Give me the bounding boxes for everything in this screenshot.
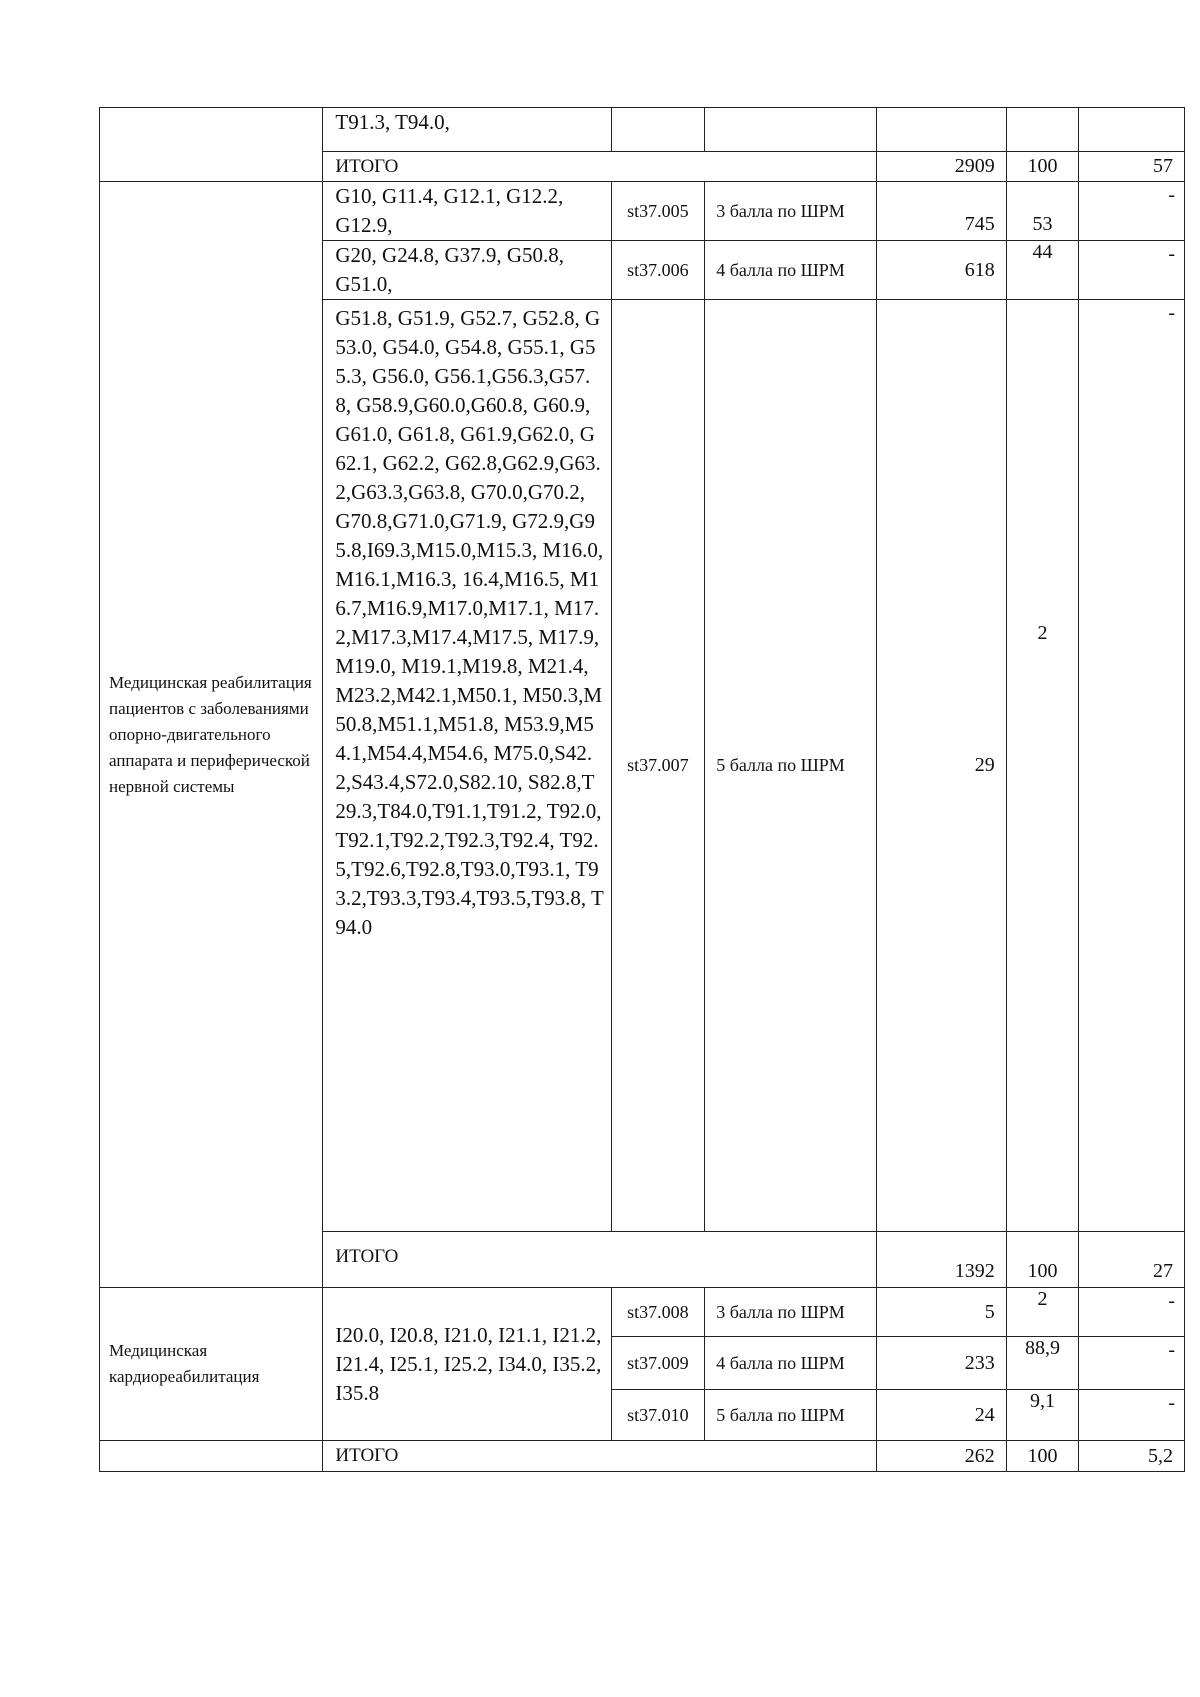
total-share: 57 [1079,152,1185,182]
share-value: - [1079,241,1185,300]
rehabilitation-table [99,107,1185,1472]
profile-name-cell [100,108,323,182]
cases-count: 24 [876,1390,1006,1441]
share-value: - [1079,1390,1185,1441]
share-value: - [1079,300,1185,1232]
table-row [100,108,1185,152]
percent-value: 88,9 [1006,1337,1079,1390]
diagnosis-codes-cell: T91.3, T94.0, [323,108,611,152]
cg-code: st37.009 [611,1337,705,1390]
cg-description: 5 балла по ШРМ [705,300,877,1232]
cg-description: 3 балла по ШРМ [705,182,877,241]
cg-code: st37.006 [611,241,705,300]
percent-value: 53 [1006,182,1079,241]
total-share: 27 [1079,1232,1185,1288]
total-label: ИТОГО [323,1441,876,1472]
percent-value: 2 [1006,300,1079,1232]
cases-count: 745 [876,182,1006,241]
share-value: - [1079,1337,1185,1390]
total-percent: 100 [1006,152,1079,182]
total-row [100,1441,1185,1472]
diagnosis-codes-cell: I20.0, I20.8, I21.0, I21.1, I21.2, I21.4, I25.1, I25.2, I34.0, I35.2, I35.8 [323,1288,611,1441]
cg-description: 4 балла по ШРМ [705,241,877,300]
share-value: - [1079,182,1185,241]
cases-count: 233 [876,1337,1006,1390]
profile-name-cell: Медицинская кардиореабилитация [100,1288,323,1441]
total-cases: 1392 [876,1232,1006,1288]
diagnosis-codes-cell: G51.8, G51.9, G52.7, G52.8, G53.0, G54.0, G54.8, G55.1, G55.3, G56.0, G56.1,G56.3,G57.8, G58.9,G60.0,G60.8, G60.9,G61.0, G61.8, G61.9,G62.0, G62.1, G62.2, G62.8,G62.9,G63.2,G63.3,G63.8, G70.0,G70.2, G70.8,G71.0,G71.9, G72.9,G95.8,I69.3,M15.0,M15.3, M16.0,M16.1,M16.3, 16.4,M16.5, M16.7,M16.9,M17.0,M17.1, M17.2,M17.3,M17.4,M17.5, M17.9,M19.0, M19.1,M19.8, M21.4,M23.2,M42.1,M50.1, M50.3,M50.8,M51.1,M51.8, M53.9,M54.1,M54.4,M54.6, M75.0,S42.2,S43.4,S72.0,S82.10, S82.8,T29.3,T84.0,T91.1,T91.2, T92.0,T92.1,T92.2,T92.3,T92.4, T92.5,T92.6,T92.8,T93.0,T93.1, T93.2,T93.3,T93.4,T93.5,T93.8, T94.0 [323,300,611,1232]
total-percent: 100 [1006,1441,1079,1472]
cases-count: 29 [876,300,1006,1232]
cases-count: 5 [876,1288,1006,1337]
percent-value: 2 [1006,1288,1079,1337]
total-share: 5,2 [1079,1441,1185,1472]
cg-description: 3 балла по ШРМ [705,1288,877,1337]
cg-code: st37.005 [611,182,705,241]
total-percent: 100 [1006,1232,1079,1288]
total-cases: 262 [876,1441,1006,1472]
percent-value: 9,1 [1006,1390,1079,1441]
cg-code: st37.008 [611,1288,705,1337]
total-cases: 2909 [876,152,1006,182]
percent-value: 44 [1006,241,1079,300]
cg-code: st37.010 [611,1390,705,1441]
total-label: ИТОГО [323,152,876,182]
diagnosis-codes-cell: G20, G24.8, G37.9, G50.8, G51.0, [323,241,611,300]
table-row [100,182,1185,241]
diagnosis-codes-cell: G10, G11.4, G12.1, G12.2, G12.9, [323,182,611,241]
total-label: ИТОГО [323,1232,876,1288]
table-row [100,1288,1185,1337]
cg-description: 5 балла по ШРМ [705,1390,877,1441]
profile-name-cell: Медицинская реабилитация пациентов с заболеваниями опорно-двигательного аппарата и периферической нервной системы [100,182,323,1288]
share-value: - [1079,1288,1185,1337]
cg-description: 4 балла по ШРМ [705,1337,877,1390]
cg-code: st37.007 [611,300,705,1232]
cases-count: 618 [876,241,1006,300]
